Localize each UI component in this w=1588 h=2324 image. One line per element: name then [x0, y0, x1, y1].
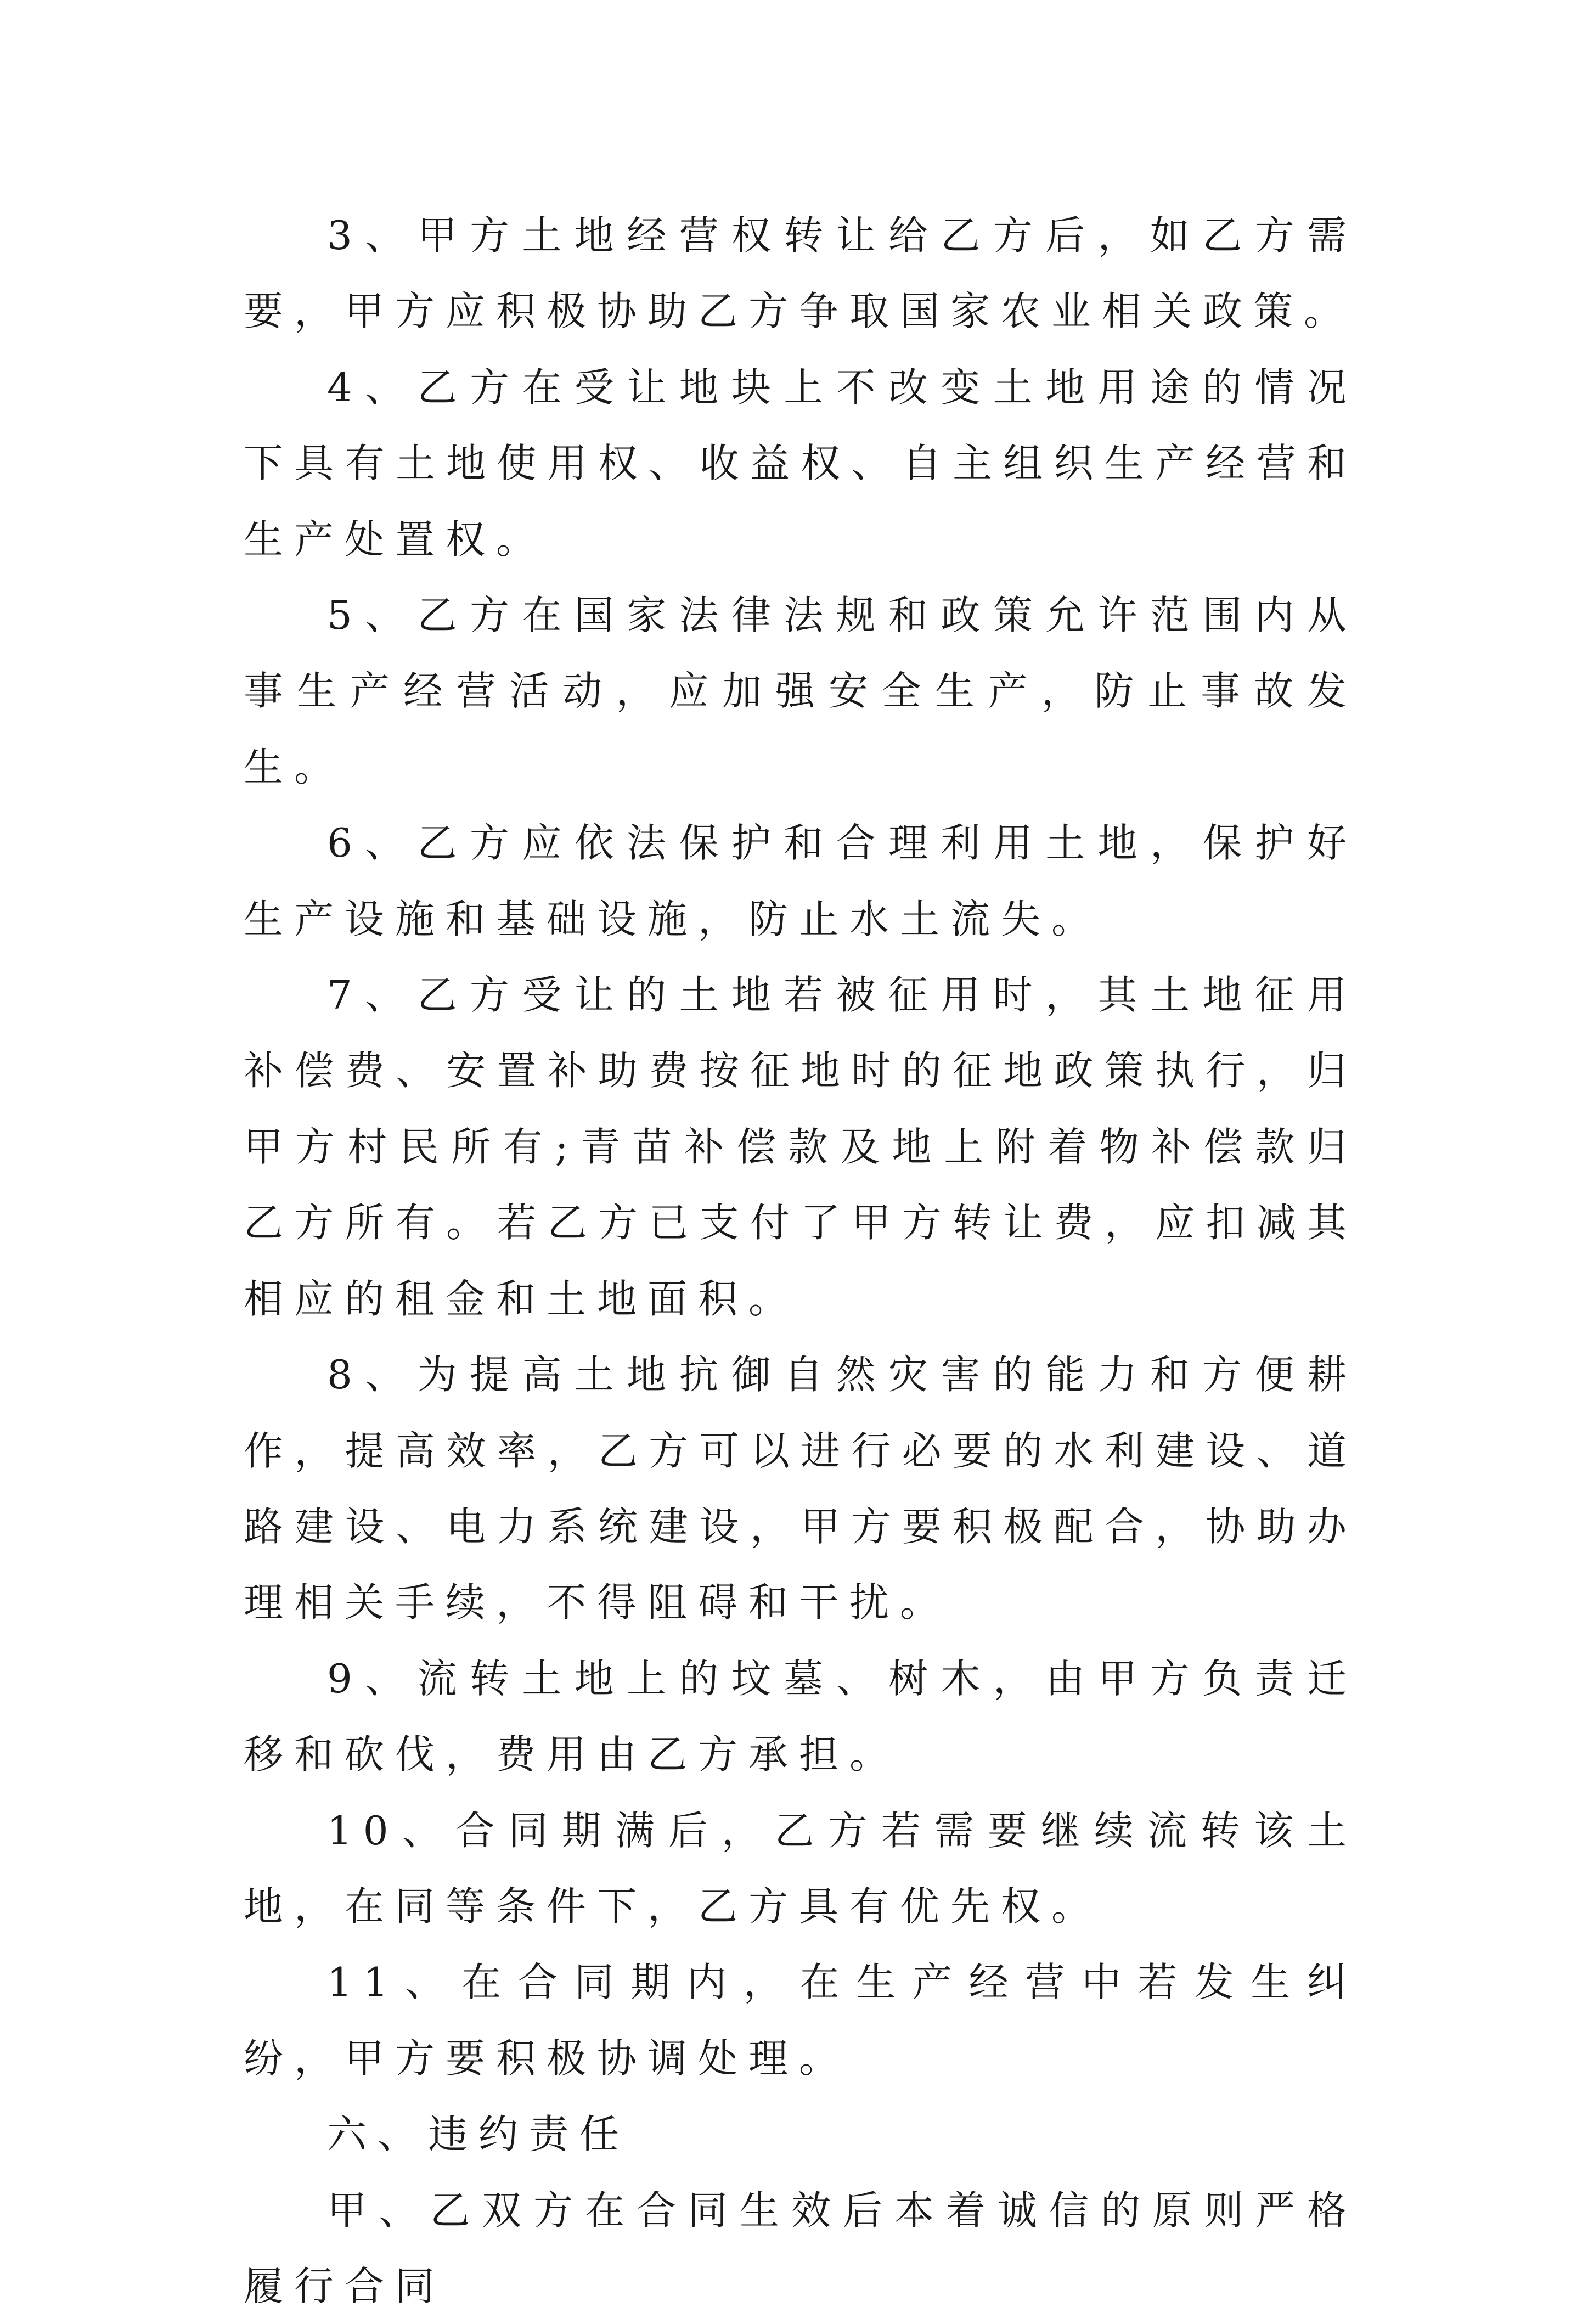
clause-5: 5、乙方在国家法律法规和政策允许范围内从事生产经营活动，应加强安全生产，防止事故发生。: [244, 592, 1358, 790]
section-heading: 六、违约责任: [327, 2111, 630, 2158]
clause-11: 11、在合同期内，在生产经营中若发生纠纷，甲方要积极协调处理。: [244, 1959, 1358, 2081]
final-paragraph: 甲、乙双方在合同生效后本着诚信的原则严格履行合同: [244, 2187, 1358, 2309]
clause-3: 3、甲方土地经营权转让给乙方后，如乙方需要，甲方应积极协助乙方争取国家农业相关政策。: [244, 212, 1358, 335]
clause-10: 10、合同期满后，乙方若需要继续流转该土地，在同等条件下，乙方具有优先权。: [244, 1807, 1358, 1929]
document-body: [244, 198, 1358, 2324]
clause-4: 4、乙方在受让地块上不改变土地用途的情况下具有土地使用权、收益权、自主组织生产经营和生产处置权。: [244, 364, 1358, 562]
clause-9: 9、流转土地上的坟墓、树木，由甲方负责迁移和砍伐，费用由乙方承担。: [244, 1655, 1358, 1778]
clause-7: 7、乙方受让的土地若被征用时，其土地征用补偿费、安置补助费按征地时的征地政策执行，归甲方村民所有;青苗补偿款及地上附着物补偿款归乙方所有。若乙方已支付了甲方转让费，应扣减其相应的租金和土地面积。: [244, 972, 1358, 1322]
clause-8: 8、为提高土地抗御自然灾害的能力和方便耕作，提高效率，乙方可以进行必要的水利建设、道路建设、电力系统建设，甲方要积极配合，协助办理相关手续，不得阻碍和干扰。: [244, 1352, 1358, 1626]
clause-6: 6、乙方应依法保护和合理利用土地，保护好生产设施和基础设施，防止水土流失。: [244, 820, 1358, 942]
